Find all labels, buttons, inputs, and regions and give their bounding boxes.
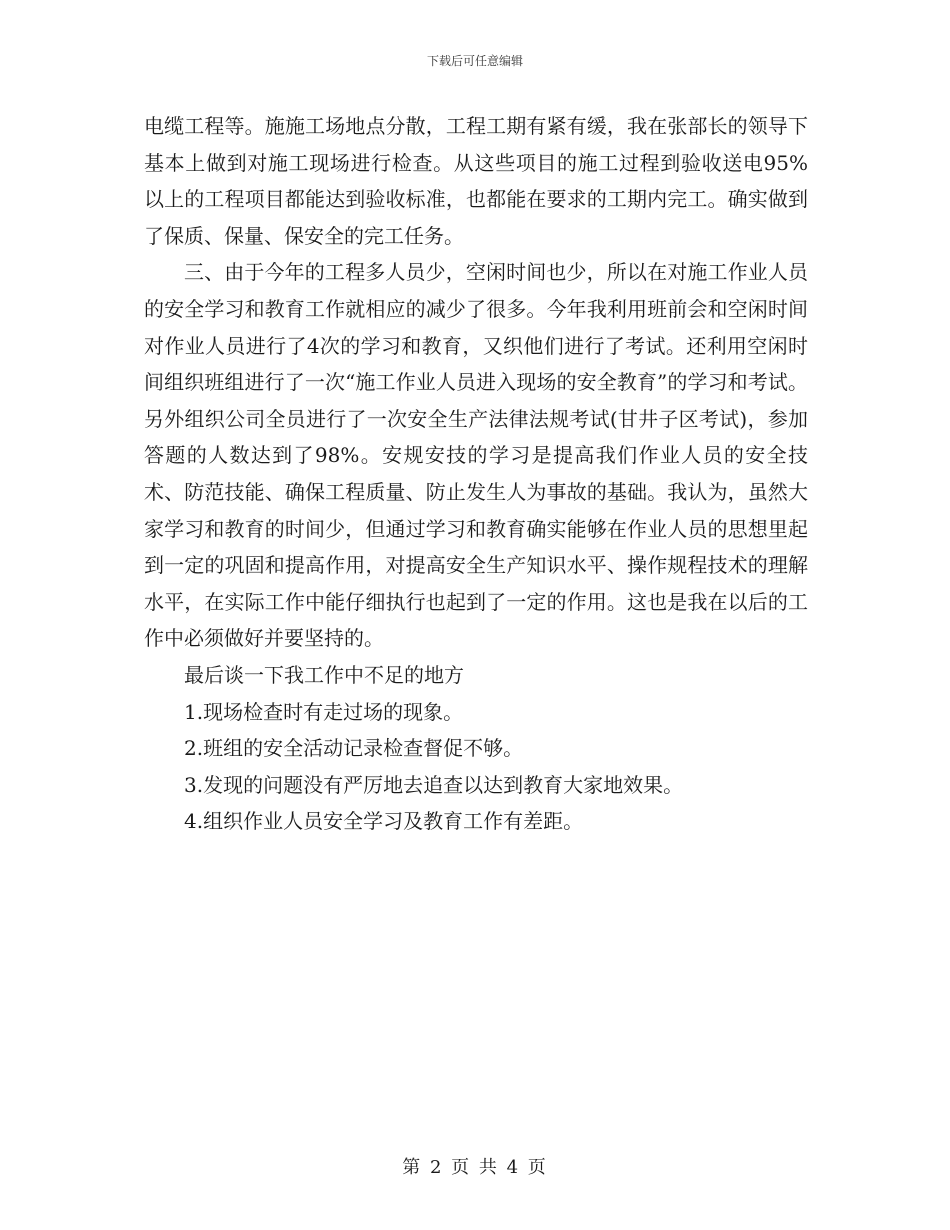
list-item: 3.发现的问题没有严厉地去追查以达到教育大家地效果。 [184,772,684,797]
page-footer: 第 2 页 共 4 页 [402,1157,548,1178]
list-item: 1.现场检查时有走过场的现象。 [184,699,464,724]
paragraph-continuation: 电缆工程等。施施工场地点分散，工程工期有紧有缓，我在张部长的领导下基本上做到对施工现场进行检查。从这些项目的施工过程到验收送电95%以上的工程项目都能达到验收标准，也都能在要求的工期内完工。确实做到了保质、保量、保安全的完工任务。 [144,114,808,248]
shortcomings-heading: 最后谈一下我工作中不足的地方 [184,662,464,687]
list-item: 4.组织作业人员安全学习及教育工作有差距。 [184,809,584,834]
paragraph-section-three: 三、由于今年的工程多人员少，空闲时间也少，所以在对施工作业人员的安全学习和教育工作就相应的减少了很多。今年我利用班前会和空闲时间对作业人员进行了4次的学习和教育，又织他们进行了考试。还利用空闲时间组织班组进行了一次“施工作业人员进入现场的安全教育”的学习和考试。另外组织公司全员进行了一次安全生产法律法规考试(甘井子区考试)，参加答题的人数达到了98%。安规安技的学习是提高我们作业人员的安全技术、防范技能、确保工程质量、防止发生人为事故的基础。我认为，虽然大家学习和教育的时间少，但通过学习和教育确实能够在作业人员的思想里起到一定的巩固和提高作用，对提高安全生产知识水平、操作规程技术的理解水平，在实际工作中能仔细执行也起到了一定的作用。这也是我在以后的工作中必须做好并要坚持的。 [144,260,808,651]
list-item: 2.班组的安全活动记录检查督促不够。 [184,736,524,761]
page-header: 下载后可任意编辑 [426,54,523,68]
document-body [144,108,808,840]
